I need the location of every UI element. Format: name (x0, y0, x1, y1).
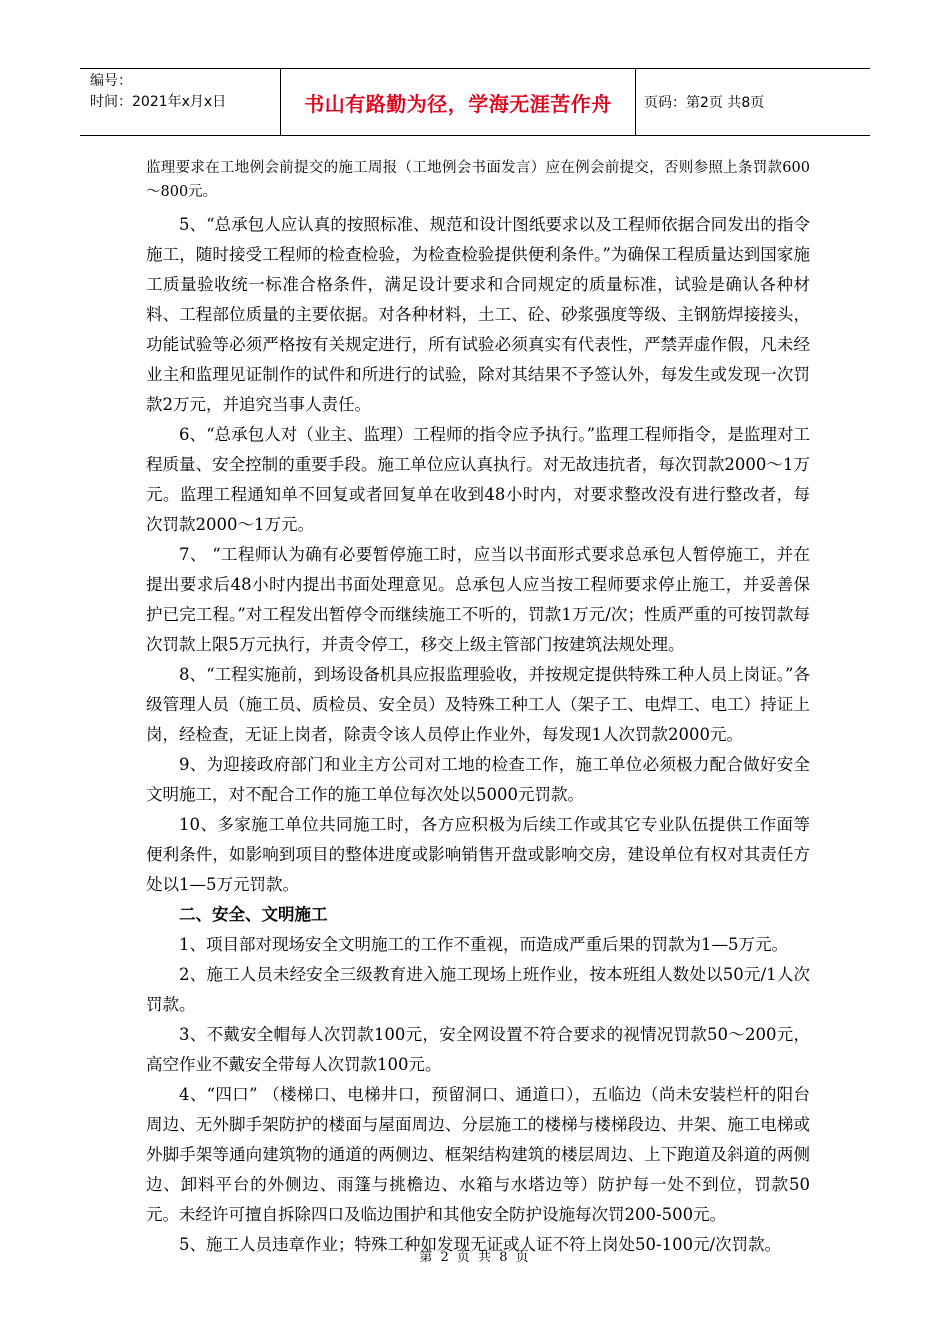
safety-clause-1: 1、项目部对现场安全文明施工的工作不重视，而造成严重后果的罚款为1—5万元。 (179, 935, 788, 954)
section-title: 二、安全、文明施工 (179, 905, 328, 924)
page-footer: 第 2 页 共 8 页 (419, 1250, 531, 1265)
clause-5: 5、“总承包人应认真的按照标准、规范和设计图纸要求以及工程师依据合同发出的指令施工，随时接受工程师的检查检验，为检查检验提供便利条件。”为确保工程质量达到国家施工质量验收统一标准合格条件，满足设计要求和合同规定的质量标准，试验是确认各种材料、工程部位质量的主要依据。对各种材料，土工、砼、砂浆强度等级、主钢筋焊接接头，功能试验等必须严格按有关规定进行，所有试验必须真实有代表性，严禁弄虚作假，凡未经业主和监理见证制作的试件和所进行的试验，除对其结果不予签认外，每发生或发现一次罚款2万元，并追究当事人责任。 (146, 215, 810, 414)
header-motto: 书山有路勤为径，学海无涯苦作舟 (280, 69, 636, 135)
document-number-label: 编号： (90, 73, 132, 89)
document-body (146, 156, 810, 1260)
safety-clause-4: 4、“四口” （楼梯口、电梯井口，预留洞口、通道口），五临边（尚未安装栏杆的阳台周边、无外脚手架防护的楼面与屋面周边、分层施工的楼梯与楼梯段边、井架、施工电梯或外脚手架等通向建筑物的通道的两侧边、框架结构建筑的楼层周边、上下跑道及斜道的两侧边、卸料平台的外侧边、雨篷与挑檐边、水箱与水塔边等）防护每一处不到位，罚款50元。未经许可擅自拆除四口及临边围护和其他安全防护设施每次罚200-500元。 (146, 1085, 810, 1224)
safety-clause-2: 2、施工人员未经安全三级教育进入施工现场上班作业，按本班组人数处以50元/1人次罚款。 (146, 965, 810, 1014)
safety-clause-3: 3、不戴安全帽每人次罚款100元，安全网设置不符合要求的视情况罚款50～200元，高空作业不戴安全带每人次罚款100元。 (146, 1025, 810, 1074)
document-date: 时间：2021年x月x日 (90, 94, 227, 110)
clause-9: 9、为迎接政府部门和业主方公司对工地的检查工作，施工单位必须极力配合做好安全文明施工，对不配合工作的施工单位每次处以5000元罚款。 (146, 755, 810, 804)
header-meta (80, 69, 280, 135)
clause-6: 6、“总承包人对（业主、监理）工程师的指令应予执行。”监理工程师指令，是监理对工程质量、安全控制的重要手段。施工单位应认真执行。对无故违抗者，每次罚款2000～1万元。监理工程通知单不回复或者回复单在收到48小时内，对要求整改没有进行整改者，每次罚款2000～1万元。 (146, 425, 810, 534)
intro-paragraph: 监理要求在工地例会前提交的施工周报（工地例会书面发言）应在例会前提交，否则参照上条罚款600～800元。 (146, 160, 810, 200)
header-page-info: 页码：第2页 共8页 (644, 95, 765, 111)
clause-10: 10、多家施工单位共同施工时，各方应积极为后续工作或其它专业队伍提供工作面等便利条件，如影响到项目的整体进度或影响销售开盘或影响交房，建设单位有权对其责任方处以1—5万元罚款。 (146, 815, 810, 894)
clause-7: 7、 “工程师认为确有必要暂停施工时，应当以书面形式要求总承包人暂停施工，并在提出要求后48小时内提出书面处理意见。总承包人应当按工程师要求停止施工，并妥善保护已完工程。”对工程发出暂停令而继续施工不听的，罚款1万元/次；性质严重的可按罚款每次罚款上限5万元执行，并责令停工，移交上级主管部门按建筑法规处理。 (146, 545, 810, 654)
safety-clause-5: 5、施工人员违章作业；特殊工种如发现无证或人证不符上岗处50-100元/次罚款。 (179, 1235, 782, 1254)
page-header (80, 68, 870, 136)
clause-8: 8、“工程实施前，到场设备机具应报监理验收，并按规定提供特殊工种人员上岗证。”各级管理人员（施工员、质检员、安全员）及特殊工种工人（架子工、电焊工、电工）持证上岗，经检查，无证上岗者，除责令该人员停止作业外，每发现1人次罚款2000元。 (146, 665, 810, 744)
